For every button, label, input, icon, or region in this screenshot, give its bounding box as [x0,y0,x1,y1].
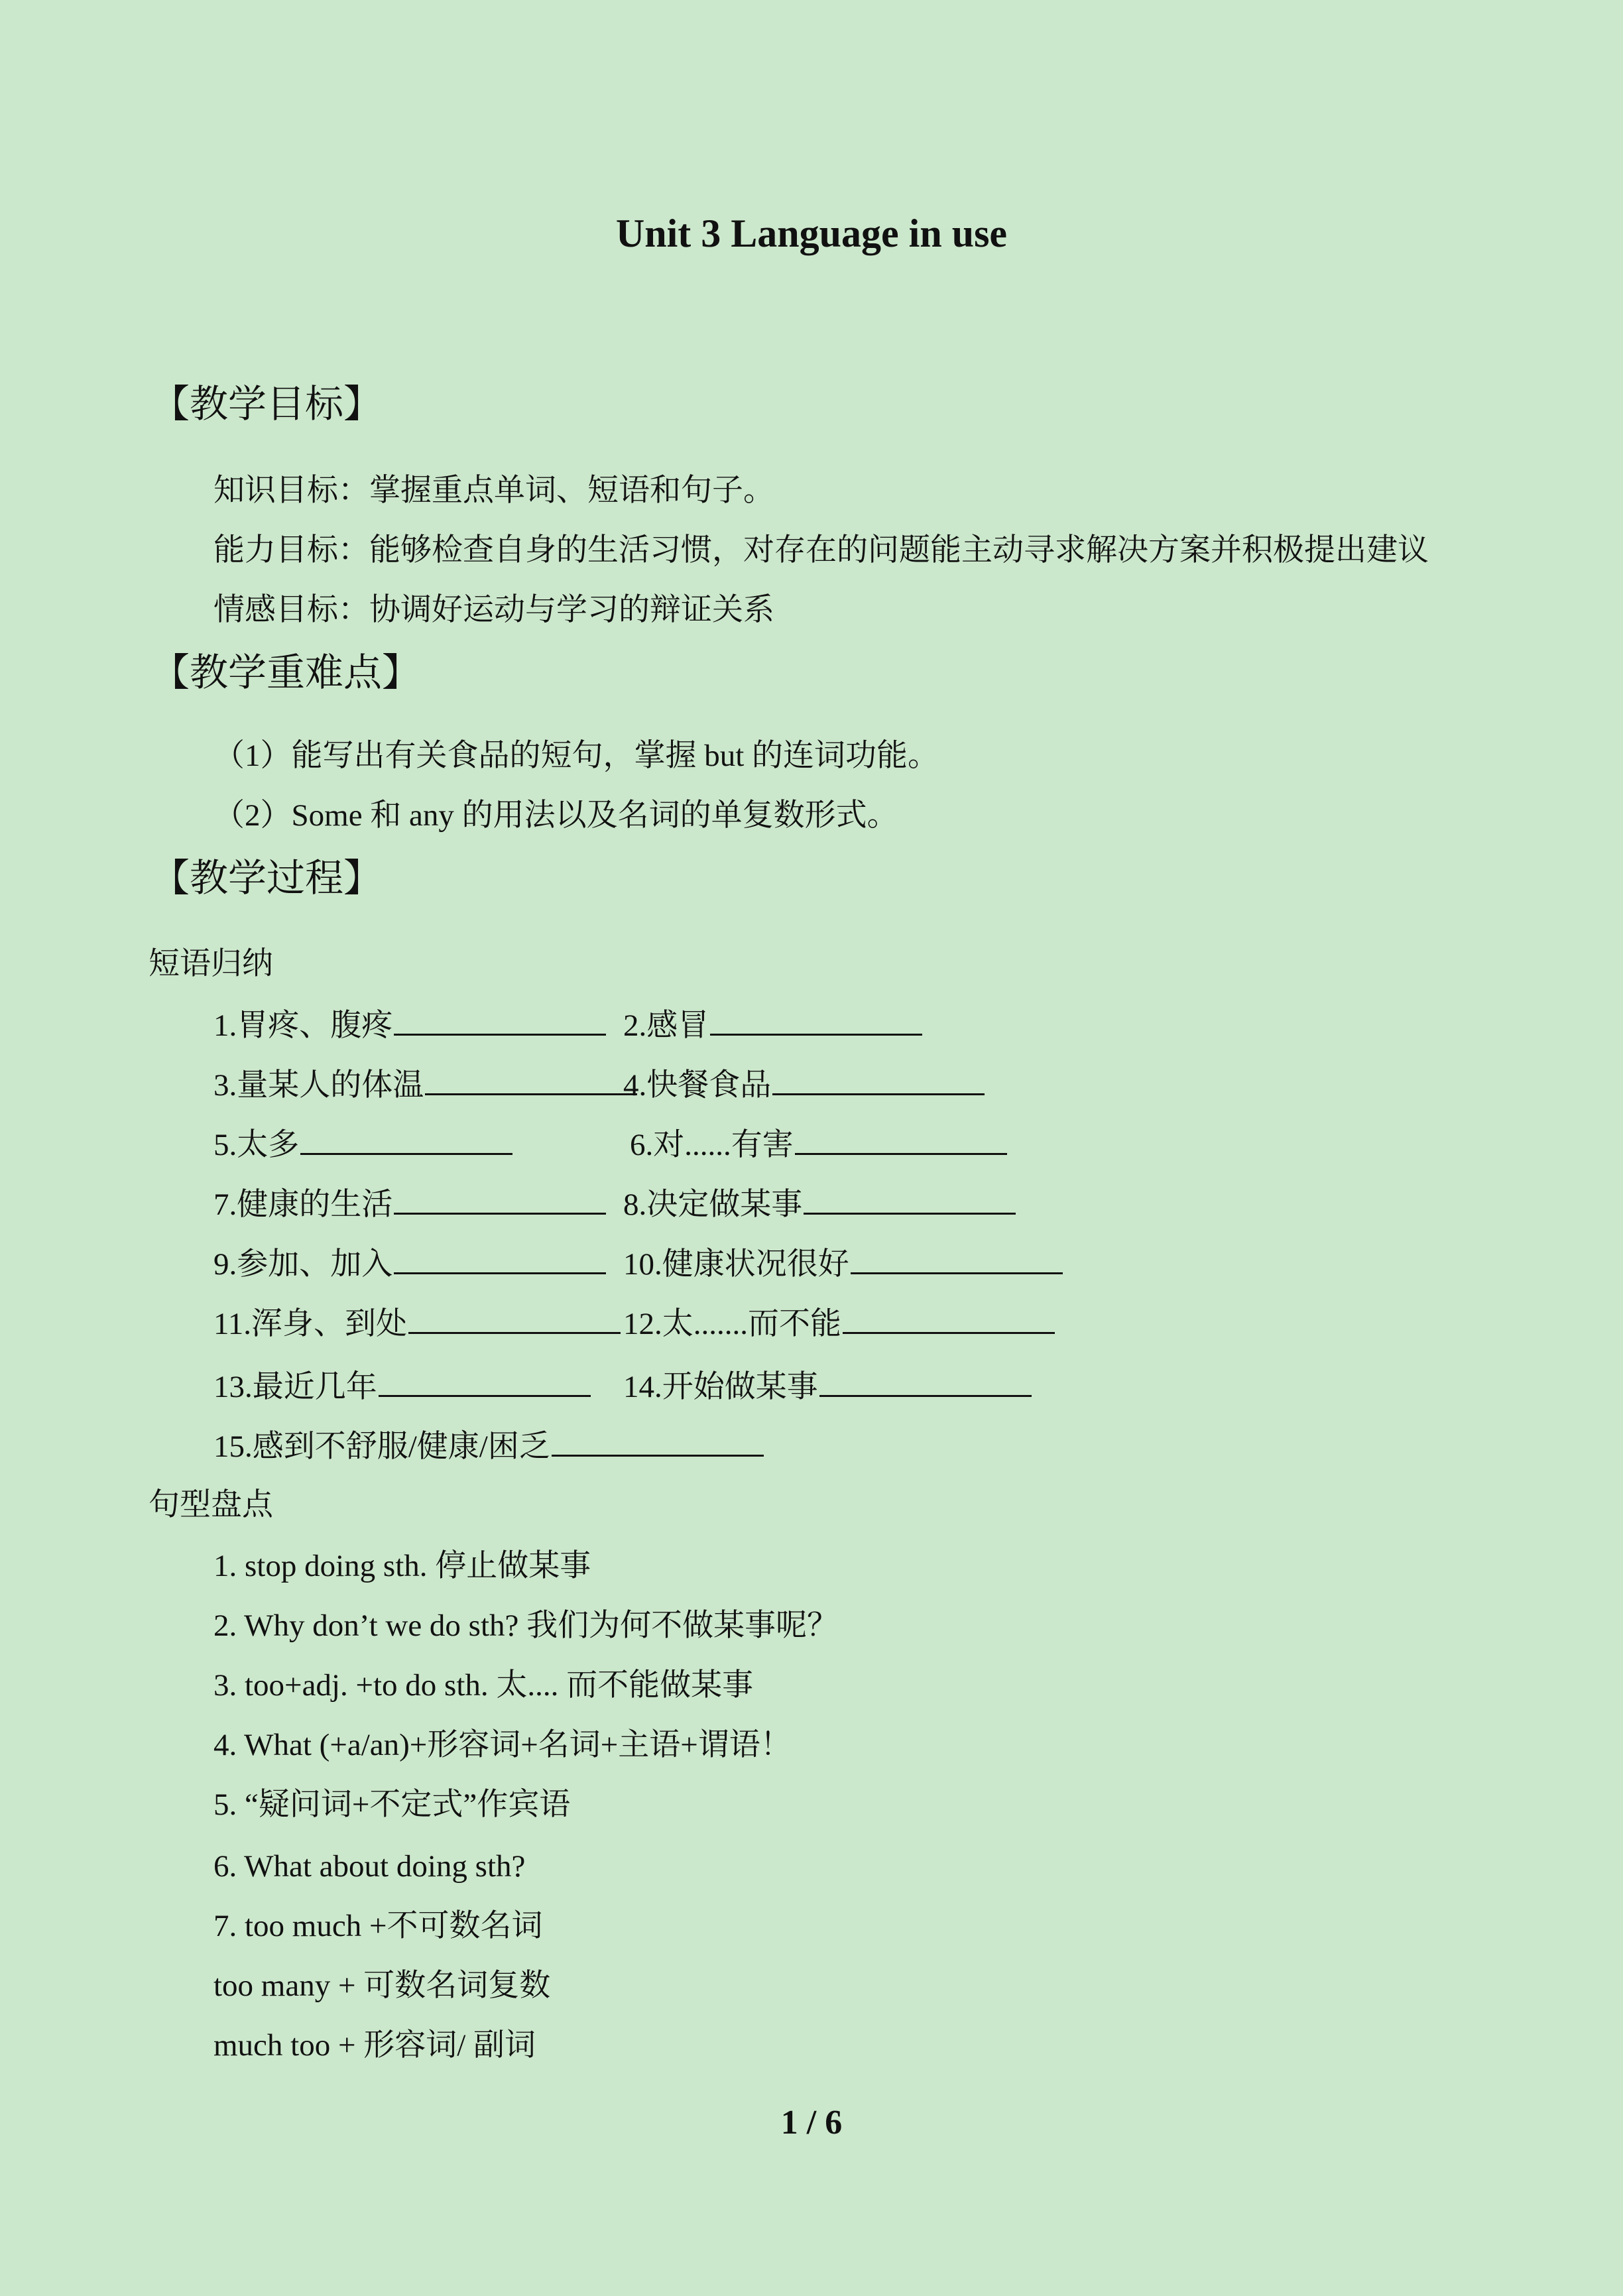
phrase-label: 4.快餐食品 [623,1068,772,1103]
page-title: Unit 3 Language in use [615,211,1008,255]
phrase-label: 3.量某人的体温 [213,1068,424,1103]
answer-blank[interactable] [408,1303,621,1334]
phrase-item [623,1183,1018,1225]
phrase-label: 9.参加、加入 [213,1247,393,1282]
answer-blank[interactable] [552,1425,764,1457]
phrase-item [213,1124,515,1165]
phrase-label: 8.决定做某事 [623,1187,803,1222]
answer-blank[interactable] [300,1124,512,1155]
answer-blank[interactable] [379,1366,591,1397]
sentences-heading: 句型盘点 [149,1488,273,1522]
phrase-label: 12.太.......而不能 [623,1307,841,1341]
goal-emotion: 情感目标：协调好运动与学习的辩证关系 [213,593,774,627]
answer-blank[interactable] [394,1004,606,1036]
phrase-label: 13.最近几年 [213,1370,377,1404]
answer-blank[interactable] [394,1243,606,1274]
phrase-item [623,1064,987,1105]
phrase-label: 14.开始做某事 [623,1370,818,1404]
answer-blank[interactable] [804,1183,1016,1215]
phrase-label: 7.健康的生活 [213,1187,393,1222]
sentence-item: too many + 可数名词复数 [213,1968,551,2003]
phrase-label: 10.健康状况很好 [623,1247,849,1282]
sentence-item: 7. too much +不可数名词 [213,1909,543,1943]
goals-heading: 【教学目标】 [151,383,383,426]
phrase-label: 11.浑身、到处 [213,1307,408,1341]
phrase-label: 1.胃疼、腹疼 [213,1008,393,1043]
phrase-item [213,1303,623,1344]
phrase-item [213,1366,593,1407]
phrase-label: 6.对......有害 [630,1128,794,1162]
answer-blank[interactable] [710,1004,922,1036]
process-heading: 【教学过程】 [151,857,383,900]
phrase-item [213,1004,609,1046]
phrase-item [630,1124,1010,1165]
phrase-item [623,1243,1065,1284]
goal-ability: 能力目标：能够检查自身的生活习惯，对存在的问题能主动寻求解决方案并积极提出建议 [213,533,1429,568]
keypoints-heading: 【教学重难点】 [151,651,421,694]
answer-blank[interactable] [425,1064,637,1095]
phrase-item [213,1064,640,1105]
sentence-item: 6. What about doing sth? [213,1849,526,1884]
phrases-heading: 短语归纳 [149,947,273,981]
sentence-item: 4. What (+a/an)+形容词+名词+主语+谓语！ [213,1728,792,1762]
sentence-item: 5. “疑问词+不定式”作宾语 [213,1787,571,1822]
phrase-label: 5.太多 [213,1128,300,1162]
phrase-item [213,1183,609,1225]
answer-blank[interactable] [772,1064,985,1095]
answer-blank[interactable] [795,1124,1007,1155]
keypoint-2: （2）Some 和 any 的用法以及名词的单复数形式。 [213,798,898,833]
goal-knowledge: 知识目标：掌握重点单词、短语和句子。 [213,473,774,508]
phrase-item [623,1366,1034,1407]
phrase-item [623,1004,925,1046]
sentence-item: 1. stop doing sth. 停止做某事 [213,1549,591,1583]
answer-blank[interactable] [851,1243,1063,1274]
page-number: 1 / 6 [780,2104,843,2142]
sentence-item: 2. Why don’t we do sth? 我们为何不做某事呢？ [213,1608,839,1643]
answer-blank[interactable] [843,1303,1055,1334]
phrase-item: 15.感到不舒服/健康/困乏 [213,1425,766,1467]
phrase-item [623,1303,1057,1344]
answer-blank[interactable] [819,1366,1032,1397]
answer-blank[interactable] [394,1183,606,1215]
keypoint-1: （1）能写出有关食品的短句，掌握 but 的连词功能。 [213,739,939,773]
phrase-label: 2.感冒 [623,1008,709,1043]
sentence-item: much too + 形容词/ 副词 [213,2028,536,2063]
sentence-item: 3. too+adj. +to do sth. 太.... 而不能做某事 [213,1668,754,1703]
phrase-item [213,1243,609,1284]
